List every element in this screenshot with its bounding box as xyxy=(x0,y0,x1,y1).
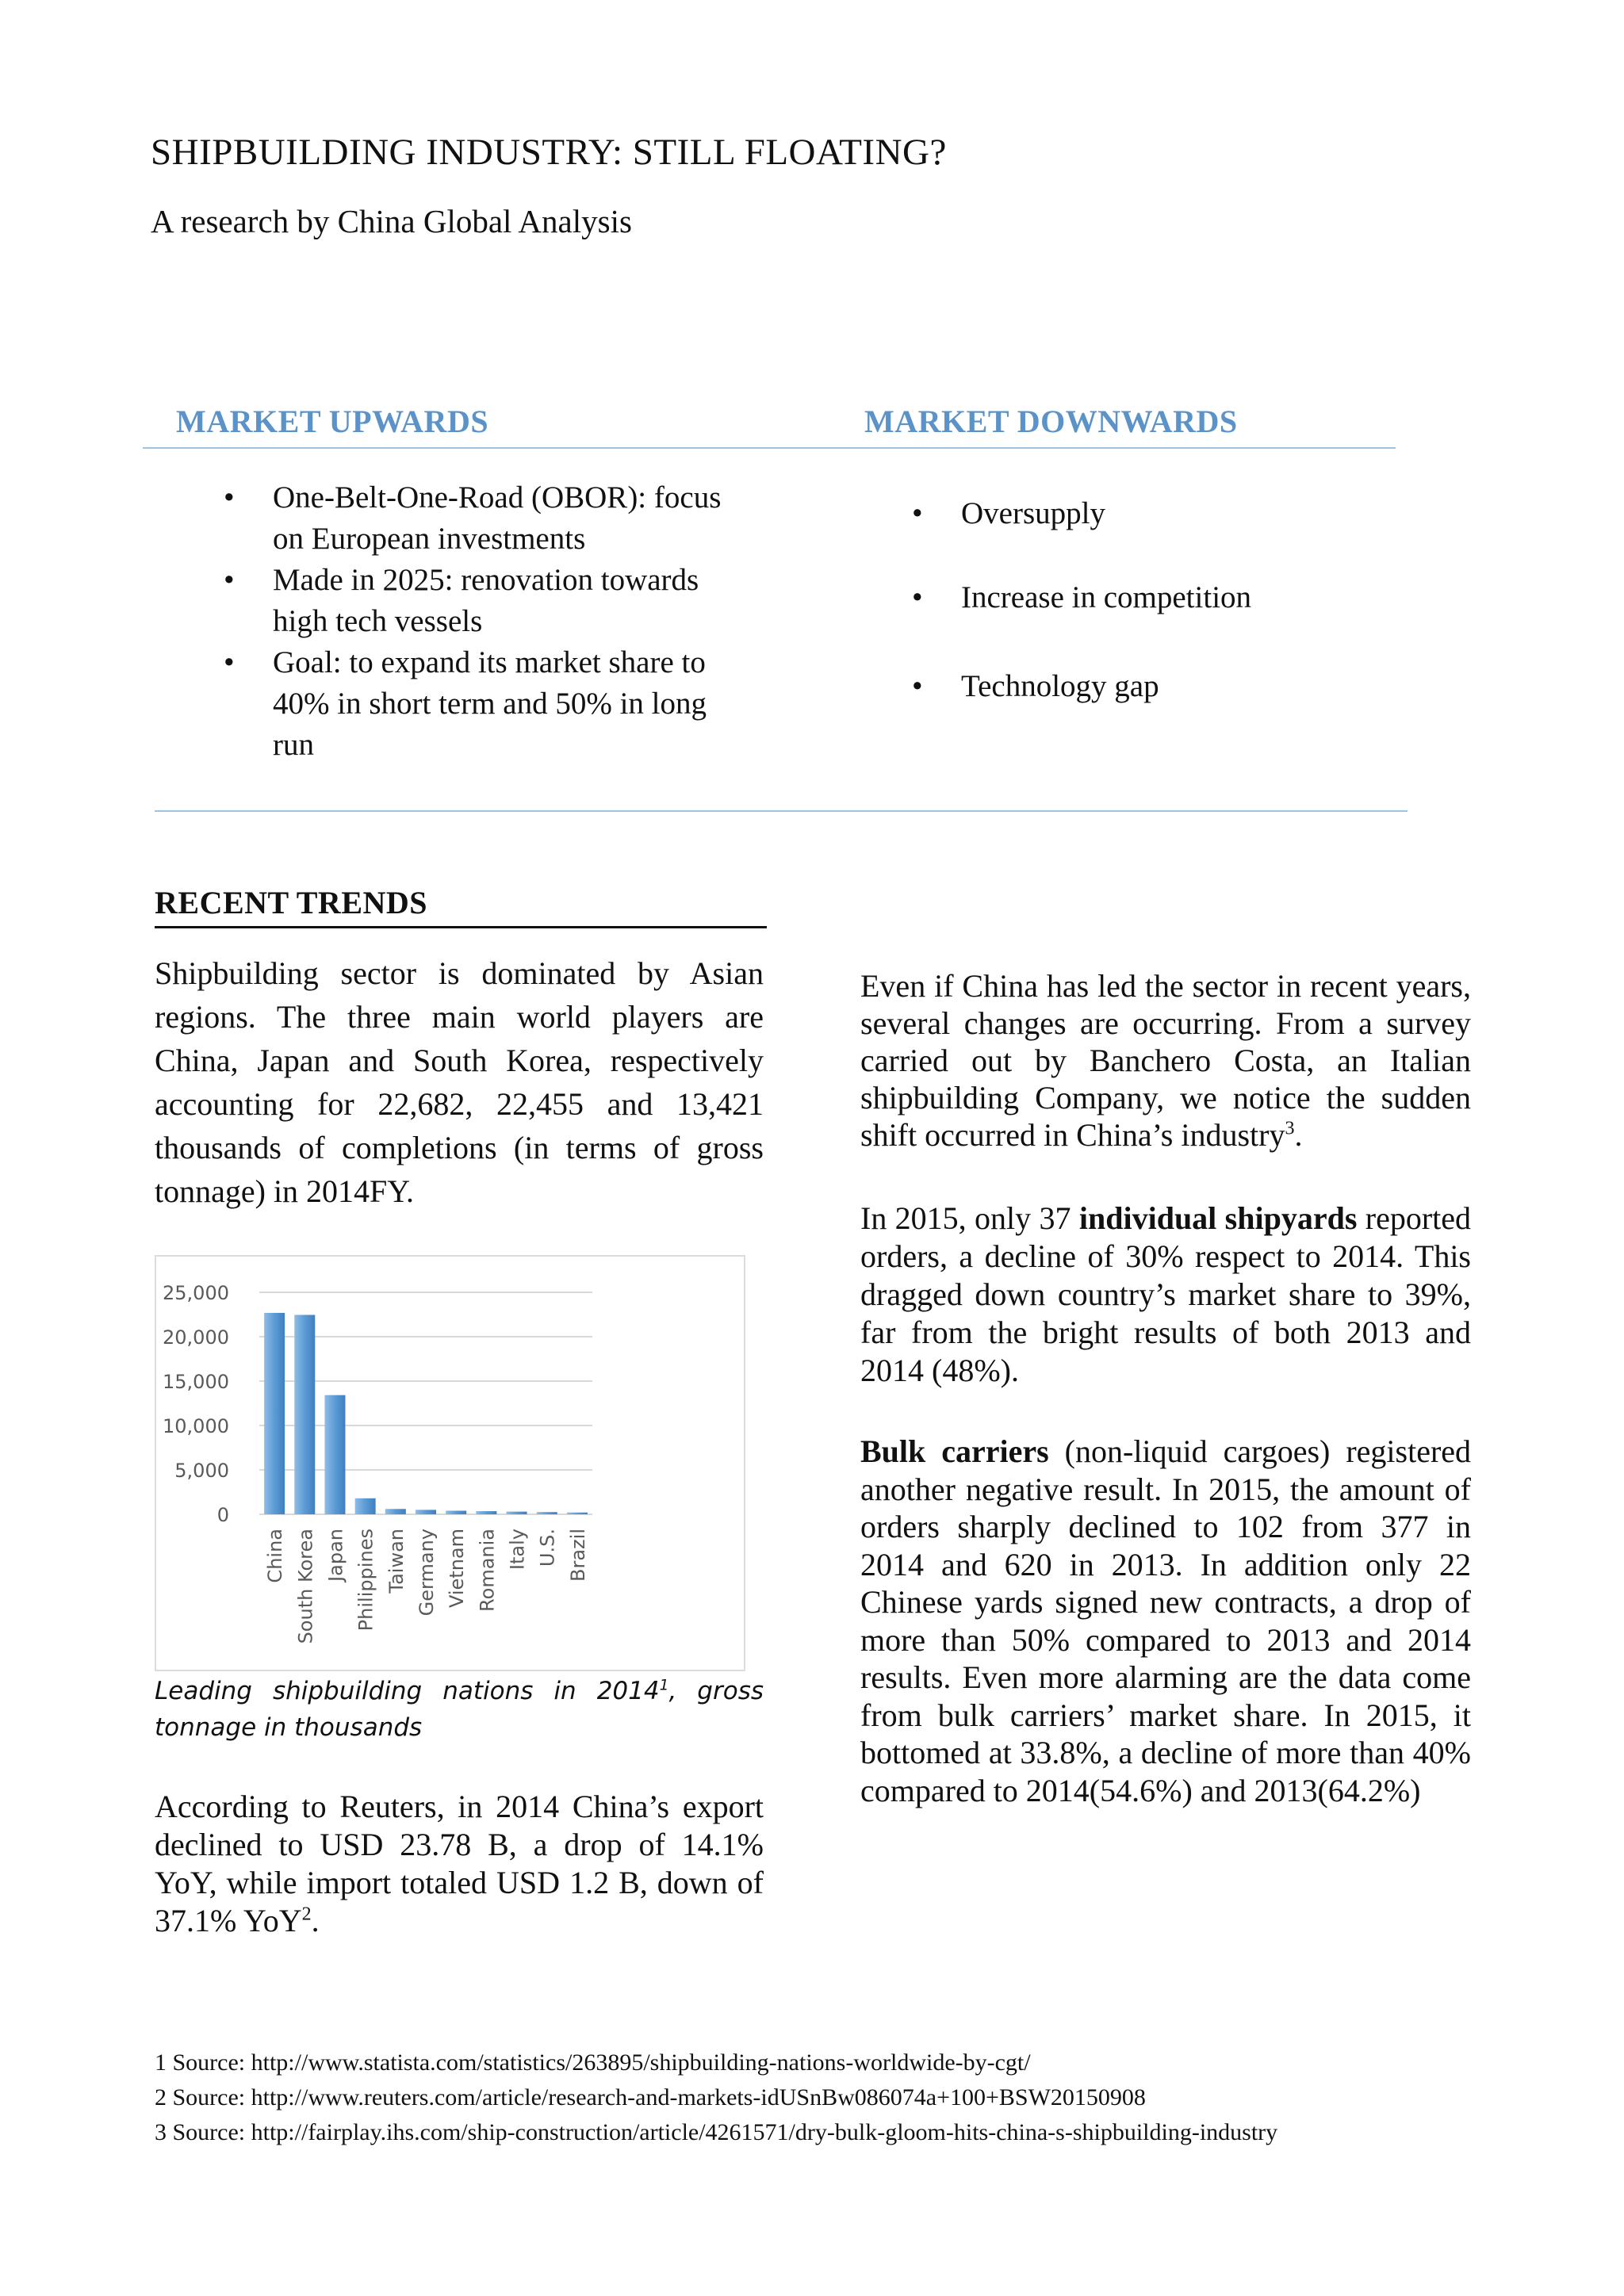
bar-chart-svg xyxy=(156,1257,744,1670)
page-subtitle: A research by China Global Analysis xyxy=(151,203,632,239)
x-tick-label: China xyxy=(264,1529,287,1583)
market-downwards-heading: MARKET DOWNWARDS xyxy=(864,404,1238,439)
x-tick-label: U.S. xyxy=(536,1529,559,1567)
right-paragraph-1 xyxy=(860,967,1471,1154)
market-downwards-list xyxy=(912,493,1467,707)
list-item: • Increase in competition xyxy=(912,577,1467,618)
right-paragraph-3-after: (non-liquid cargoes) registered another negative result. In 2015, the amount of orders sharply declined to 102 from 377 in 2014 and 620 in 2013. In addition only 22 Chinese yards signed new contracts, a drop of more than 50% compared to 2013 and 2014 results. Even more alarming are the data come from bulk carriers’ market share. In 2015, it bottomed at 33.8%, a decline of more than 40% compared to 2014(54.6%) and 2013(64.2%) xyxy=(860,1433,1472,1808)
page-title: SHIPBUILDING INDUSTRY: STILL FLOATING? xyxy=(151,132,947,173)
market-upwards-heading: MARKET UPWARDS xyxy=(176,404,489,439)
bar-italy xyxy=(507,1512,527,1514)
x-tick-label: South Korea xyxy=(294,1529,317,1644)
bar-vietnam xyxy=(446,1511,466,1514)
right-paragraph-3 xyxy=(860,1433,1471,1809)
section-rule xyxy=(155,926,767,928)
market-bottom-rule xyxy=(155,810,1408,812)
x-tick-label: Vietnam xyxy=(446,1529,469,1609)
trends-intro-paragraph: Shipbuilding sector is dominated by Asian regions. The three main world players are China, Japan and South Korea, respectively accounting for 22,682, 22,455 and 13,421 thousands of completions (in terms of gross tonnage) in 2014FY. xyxy=(155,955,764,1209)
x-tick-label: Italy xyxy=(506,1529,529,1571)
x-tick-label: Brazil xyxy=(566,1529,589,1582)
footnote-ref: 3 xyxy=(1285,1118,1295,1139)
y-tick-label: 0 xyxy=(216,1504,229,1526)
bar-romania xyxy=(476,1511,496,1514)
chart-caption-rest: , gross tonnage in thousands xyxy=(155,1677,764,1742)
footnote-3: 3 Source: http://fairplay.ihs.com/ship-construction/article/4261571/dry-bulk-gloom-hits-china-s-shipbuilding-industry xyxy=(155,2119,1278,2145)
bar-chart xyxy=(155,1255,745,1671)
list-item: • Goal: to expand its market share to 40% in short term and 50% in long run xyxy=(224,642,753,766)
y-tick-label: 10,000 xyxy=(163,1415,229,1437)
right-paragraph-3-bold: Bulk carriers xyxy=(860,1433,1049,1469)
bar-germany xyxy=(416,1510,436,1514)
bar-philippines xyxy=(355,1498,376,1514)
right-paragraph-2-bold: individual shipyards xyxy=(1078,1200,1358,1236)
bar-china xyxy=(264,1313,285,1514)
right-paragraph-1-text: Even if China has led the sector in recent years, several changes are occurring. From a survey carried out by Banchero Costa, an Italian shipbuilding Company, we notice the sudden shift occurred in China’s industry xyxy=(860,968,1471,1153)
section-heading: RECENT TRENDS xyxy=(155,885,428,920)
footnotes xyxy=(155,2045,1277,2150)
market-top-rule xyxy=(143,447,1396,449)
bar-taiwan xyxy=(385,1509,406,1514)
y-tick-label: 15,000 xyxy=(163,1371,229,1393)
right-paragraph-2-before: In 2015, only 37 xyxy=(860,1200,1071,1236)
reuters-paragraph xyxy=(155,1788,764,1940)
reuters-text: According to Reuters, in 2014 China’s export declined to USD 23.78 B, a drop of 14.1% YoY, while import totaled USD 1.2 B, down of 37.1% YoY xyxy=(155,1789,764,1938)
chart-caption-text: Leading shipbuilding nations in 2014 xyxy=(155,1677,660,1705)
reuters-end: . xyxy=(311,1903,320,1938)
bar-u-s xyxy=(537,1512,557,1514)
footnote-1: 1 Source: http://www.statista.com/statistics/263895/shipbuilding-nations-worldwide-by-cgt/ xyxy=(155,2049,1031,2076)
x-tick-label: Taiwan xyxy=(385,1529,408,1594)
list-item: • Technology gap xyxy=(912,666,1467,707)
footnote-2: 2 Source: http://www.reuters.com/article/research-and-markets-idUSnBw086074a+100+BSW20150908 xyxy=(155,2084,1146,2110)
market-upwards-list xyxy=(224,477,753,766)
y-tick-label: 5,000 xyxy=(174,1460,229,1482)
y-tick-label: 20,000 xyxy=(163,1326,229,1349)
footnote-ref: 1 xyxy=(659,1677,669,1694)
bar-japan xyxy=(324,1395,345,1514)
right-paragraph-2-after: reported orders, a decline of 30% respect to 2014. This dragged down country’s market share to 39%, far from the bright results of both 2013 and 2014 (48%). xyxy=(860,1200,1472,1388)
right-paragraph-2 xyxy=(860,1200,1471,1390)
x-tick-label: Romania xyxy=(476,1529,499,1612)
x-tick-label: Philippines xyxy=(354,1529,377,1632)
footnote-ref: 2 xyxy=(301,1904,312,1925)
right-paragraph-1-end: . xyxy=(1294,1117,1303,1153)
list-item: • One-Belt-One-Road (OBOR): focus on European investments xyxy=(224,477,753,560)
x-tick-label: Japan xyxy=(324,1529,347,1582)
chart-caption xyxy=(155,1673,764,1746)
bar-brazil xyxy=(567,1513,588,1514)
bar-south-korea xyxy=(294,1315,315,1514)
y-tick-label: 25,000 xyxy=(163,1282,229,1304)
list-item: • Made in 2025: renovation towards high tech vessels xyxy=(224,560,753,642)
list-item: • Oversupply xyxy=(912,493,1467,534)
x-tick-label: Germany xyxy=(416,1529,438,1617)
